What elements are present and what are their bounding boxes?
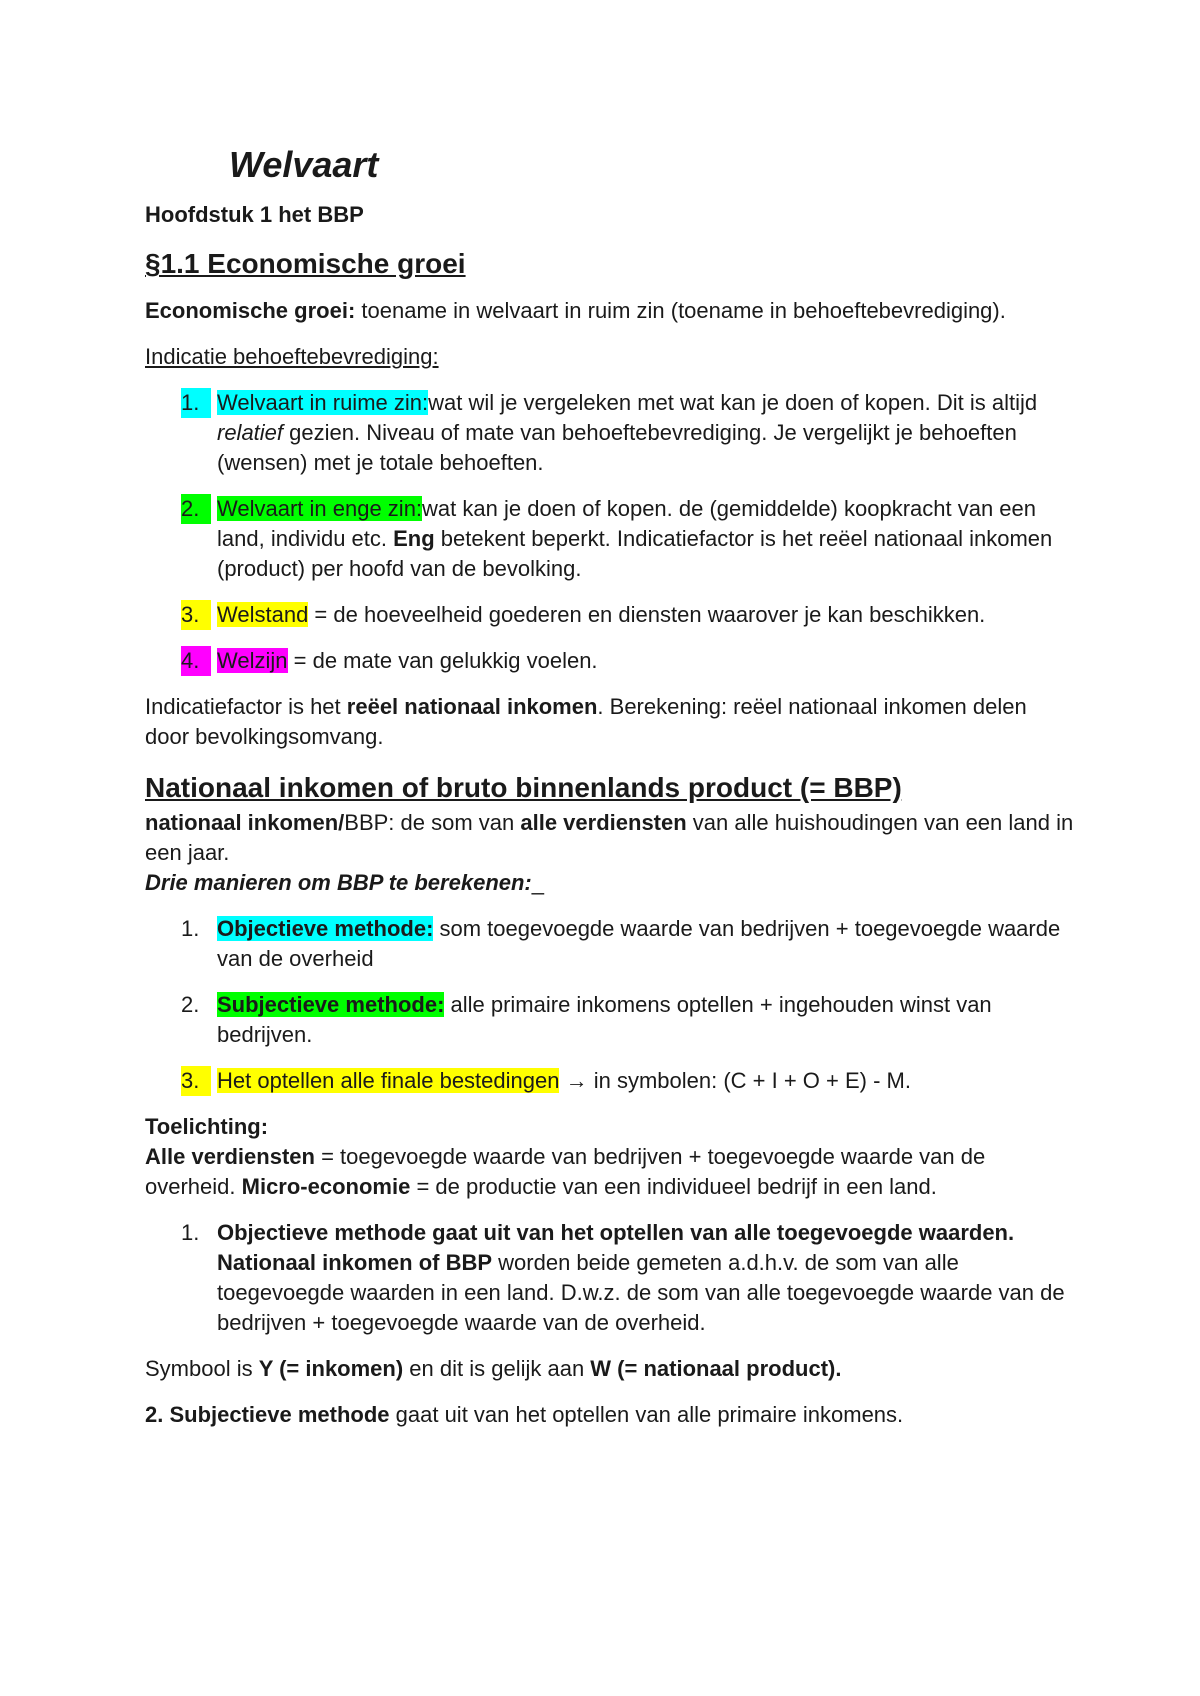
highlight-term: Welzijn: [217, 648, 288, 673]
toelichting-paragraph: [145, 1142, 1075, 1202]
highlight-term: Welstand: [217, 602, 309, 627]
item-text: = de hoeveelheid goederen en diensten waarover je kan beschikken.: [308, 602, 986, 627]
item-text: gezien. Niveau of mate van behoeftebevrediging. Je vergelijkt je behoeften (wensen) met je totale behoeften.: [217, 420, 1017, 475]
drie-manieren: [145, 868, 1075, 898]
list-number: 3.: [181, 1066, 211, 1096]
highlight-term: Subjectieve methode:: [217, 992, 445, 1017]
item-text: wat wil je vergeleken met wat kan je doen of kopen. Dit is altijd: [428, 390, 1038, 415]
list-number: 3.: [181, 600, 211, 630]
definition-text: : de som van: [388, 810, 521, 835]
paragraph-strong: W (= nationaal product).: [590, 1356, 842, 1381]
paragraph-text: = toegevoegde waarde van bedrijven + toegevoegde waarde van de overheid.: [145, 1144, 986, 1199]
paragraph-strong: reëel nationaal inkomen: [346, 694, 598, 719]
paragraph-text: Symbool is: [145, 1356, 259, 1381]
symbool-paragraph: [145, 1354, 1075, 1384]
list-item: [145, 1066, 1075, 1096]
item-text: worden beide gemeten a.d.h.v. de som van alle toegevoegde waarden in een land. D.w.z. de som van alle toegevoegde waarde van de bedrijven + toegevoegde waarde van de overheid.: [217, 1250, 1065, 1335]
indicatiefactor-paragraph: [145, 692, 1075, 752]
paragraph-strong: Micro-economie: [241, 1174, 411, 1199]
document-content: [145, 140, 1075, 1446]
item-text: in symbolen: (C + I + O + E) - M.: [587, 1068, 911, 1093]
paragraph-text: Indicatiefactor is het: [145, 694, 347, 719]
highlight-term: Objectieve methode:: [217, 916, 434, 941]
paragraph-strong: Y (= inkomen): [258, 1356, 404, 1381]
paragraph-strong: Alle verdiensten: [145, 1144, 315, 1169]
paragraph-strong: 2. Subjectieve methode: [145, 1402, 390, 1427]
arrow-right-icon: →: [565, 1068, 588, 1093]
item-text: wat kan je doen of kopen. de (gemiddelde) koopkracht van een land, individu etc.: [217, 496, 1037, 551]
definition-economische-groei: [145, 296, 1075, 326]
definition-text: van alle huishoudingen van een land in een jaar.: [145, 810, 1074, 865]
chapter-heading: Hoofdstuk 1 het BBP: [145, 202, 364, 227]
drie-manieren-tail: _: [531, 870, 545, 895]
item-text: betekent beperkt. Indicatiefactor is het reëel nationaal inkomen (product) per hoofd van de bevolking.: [217, 526, 1053, 581]
definition-strong: alle verdiensten: [520, 810, 687, 835]
list-item: [145, 1218, 1075, 1338]
paragraph-text: en dit is gelijk aan: [403, 1356, 591, 1381]
list-item: [145, 646, 1075, 676]
list-number: 1.: [181, 1220, 200, 1245]
highlight-term: Het optellen alle finale bestedingen: [217, 1068, 560, 1093]
paragraph-text: gaat uit van het optellen van alle primaire inkomens.: [389, 1402, 904, 1427]
item-text: = de mate van gelukkig voelen.: [287, 648, 598, 673]
item-emphasis: relatief: [217, 420, 284, 445]
item-strong: Objectieve methode gaat uit van het optellen van alle toegevoegde waarden. Nationaal inkomen of BBP: [217, 1220, 1015, 1275]
item-strong: Eng: [393, 526, 435, 551]
objective-list: [145, 1218, 1075, 1338]
welvaart-list: [145, 388, 1075, 676]
list-item: [145, 990, 1075, 1050]
term: Economische groei:: [145, 298, 356, 323]
definition-text: toename in welvaart in ruim zin (toename in behoeftebevrediging).: [355, 298, 1006, 323]
list-number: 1.: [181, 388, 211, 418]
section-heading-economische-groei: §1.1 Economische groei: [145, 248, 466, 279]
list-number: 2.: [181, 992, 200, 1017]
highlight-term: Welvaart in enge zin:: [217, 496, 423, 521]
item-text: alle primaire inkomens optellen + ingehouden winst van bedrijven.: [217, 992, 992, 1047]
list-number: 1.: [181, 916, 200, 941]
highlight-term: Welvaart in ruime zin:: [217, 390, 429, 415]
drie-manieren-text: Drie manieren om BBP te berekenen:: [145, 870, 532, 895]
methods-list: [145, 914, 1075, 1096]
document-title: Welvaart: [229, 144, 379, 185]
indicatie-label: [145, 342, 1075, 372]
toelichting-heading: [145, 1112, 1075, 1142]
definition-nationaal-inkomen: [145, 808, 1075, 868]
list-number: 2.: [181, 494, 211, 524]
indicatie-label-text: Indicatie behoeftebevrediging:: [145, 344, 439, 369]
subjectieve-paragraph: [145, 1400, 1075, 1430]
paragraph-text: = de productie van een individueel bedrijf in een land.: [410, 1174, 937, 1199]
section-heading-bbp: Nationaal inkomen of bruto binnenlands product (= BBP): [145, 772, 902, 803]
term: nationaal inkomen/: [145, 810, 345, 835]
list-item: [145, 914, 1075, 974]
item-text: som toegevoegde waarde van bedrijven + toegevoegde waarde van de overheid: [217, 916, 1061, 971]
term-bbp: BBP: [344, 810, 389, 835]
toelichting-label: Toelichting:: [145, 1114, 269, 1139]
list-number: 4.: [181, 646, 211, 676]
list-item: [145, 600, 1075, 630]
paragraph-text: . Berekening: reëel nationaal inkomen delen door bevolkingsomvang.: [145, 694, 1027, 749]
list-item: [145, 388, 1075, 478]
list-item: [145, 494, 1075, 584]
